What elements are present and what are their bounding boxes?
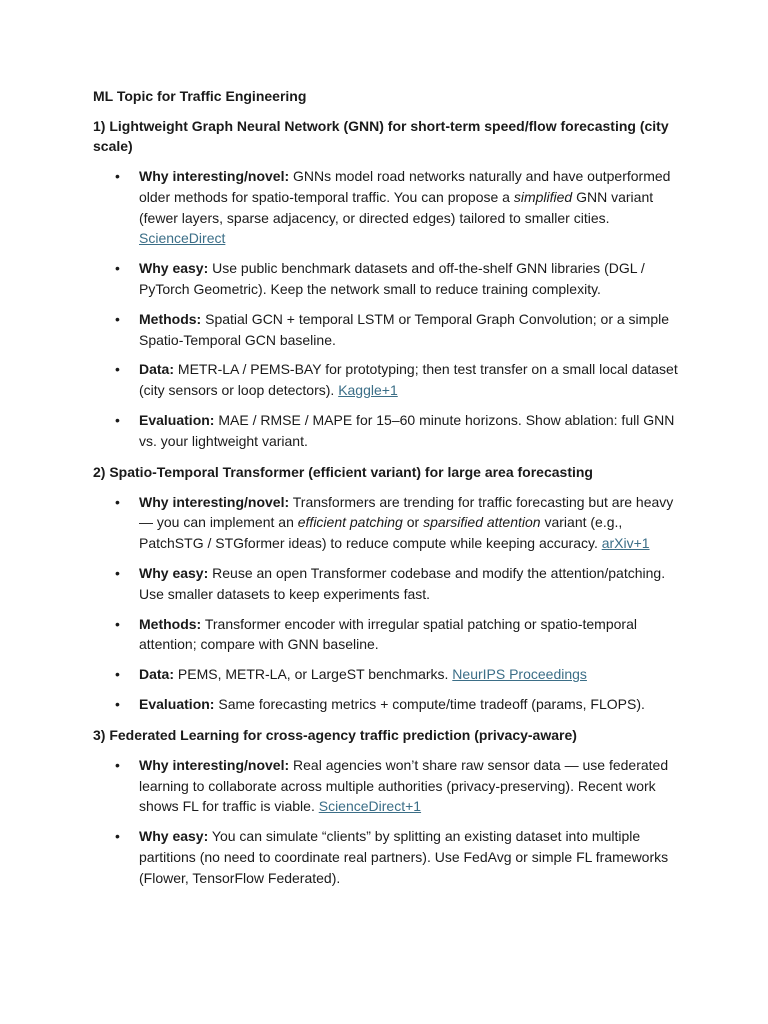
item-label: Why easy: [139,828,209,845]
item-emphasis: efficient patching [297,514,403,531]
item-label: Data: [139,361,175,378]
source-link[interactable]: NeurIPS Proceedings [452,666,587,683]
item-label: Why easy: [139,260,209,277]
item-emphasis: simplified [513,188,573,205]
item-text: MAE / RMSE / MAPE for 15–60 minute horizons. Show ablation: full GNN vs. your lightweight variant. [139,411,675,449]
section-3-list [93,755,683,889]
bullet-icon: • [115,666,120,683]
bullet-icon: • [115,411,120,428]
item-text: GNNs model road networks naturally and have outperformed older methods for spatio-temporal traffic. You can propose a [139,168,671,205]
section-heading-3: 3) Federated Learning for cross-agency traffic prediction (privacy-aware) [93,726,577,743]
list-item [93,694,683,715]
item-text: Same forecasting metrics + compute/time tradeoff (params, FLOPS). [214,695,645,712]
list-item [93,614,683,656]
item-label: Why interesting/novel: [139,493,290,510]
bullet-icon: • [115,828,120,845]
source-link[interactable]: ScienceDirect [139,230,226,247]
item-label: Evaluation: [139,411,215,428]
bullet-icon: • [115,260,120,277]
list-item [93,826,683,888]
item-text: Reuse an open Transformer codebase and modify the attention/patching. Use smaller datasets to keep experiments fast. [139,564,666,602]
item-text: Transformer encoder with irregular spatial patching or spatio-temporal attention; compare with GNN baseline. [139,615,637,653]
bullet-icon: • [115,168,120,184]
section-1-list [93,166,683,452]
source-link[interactable]: arXiv+1 [601,535,650,552]
bullet-icon: • [115,493,120,510]
list-item [93,258,683,300]
item-text: PEMS, METR-LA, or LargeST benchmarks. [174,666,453,683]
item-text: Transformers are trending for traffic forecasting but are heavy — you can implement an [139,493,674,531]
section-2-list [93,492,683,715]
item-label: Methods: [139,310,202,327]
document-page [93,86,683,899]
bullet-icon: • [115,695,120,712]
list-item [93,563,683,605]
bullet-icon: • [115,615,120,632]
list-item [93,410,683,452]
list-item [93,309,683,351]
source-link[interactable]: ScienceDirect+1 [318,798,422,815]
bullet-icon: • [115,310,120,327]
item-text: Real agencies won’t share raw sensor data — use federated learning to collaborate across multiple authorities (privacy-preserving). Recent work shows FL for traffic is viable. [139,756,669,815]
item-text: Use public benchmark datasets and off-the-shelf GNN libraries (DGL / PyTorch Geometric). Keep the network small to reduce training complexity. [139,260,645,297]
item-label: Why easy: [139,564,209,581]
section-heading-1: 1) Lightweight Graph Neural Network (GNN) for short-term speed/flow forecasting (city scale) [93,118,669,154]
section-heading-2: 2) Spatio-Temporal Transformer (efficient variant) for large area forecasting [93,463,593,480]
item-label: Data: [139,666,175,683]
bullet-icon: • [115,361,120,378]
item-text: or [402,514,424,531]
item-text: GNN variant (fewer layers, sparse adjacency, or directed edges) tailored to smaller cities. [139,188,654,226]
list-item [93,492,683,554]
item-text: METR-LA / PEMS-BAY for prototyping; then test transfer on a small local dataset (city sensors or loop detectors). [139,361,678,399]
list-item [93,755,683,817]
list-item [93,664,683,685]
item-label: Evaluation: [139,695,215,712]
list-item [93,166,683,249]
item-text: You can simulate “clients” by splitting an existing dataset into multiple partitions (no need to coordinate real partners). Use FedAvg or simple FL frameworks (Flower, TensorFlow Federated). [139,828,669,886]
bullet-icon: • [115,756,120,773]
document-title: ML Topic for Traffic Engineering [93,88,307,104]
item-label: Methods: [139,615,202,632]
source-link[interactable]: Kaggle+1 [338,382,398,399]
item-emphasis: sparsified attention [423,514,541,531]
item-label: Why interesting/novel: [139,756,290,773]
item-label: Why interesting/novel: [139,168,290,184]
list-item [93,359,683,401]
item-text: Spatial GCN + temporal LSTM or Temporal Graph Convolution; or a simple Spatio-Temporal GCN baseline. [139,310,669,348]
item-text: variant (e.g., PatchSTG / STGformer ideas) to reduce compute while keeping accuracy. [139,514,623,552]
bullet-icon: • [115,564,120,581]
